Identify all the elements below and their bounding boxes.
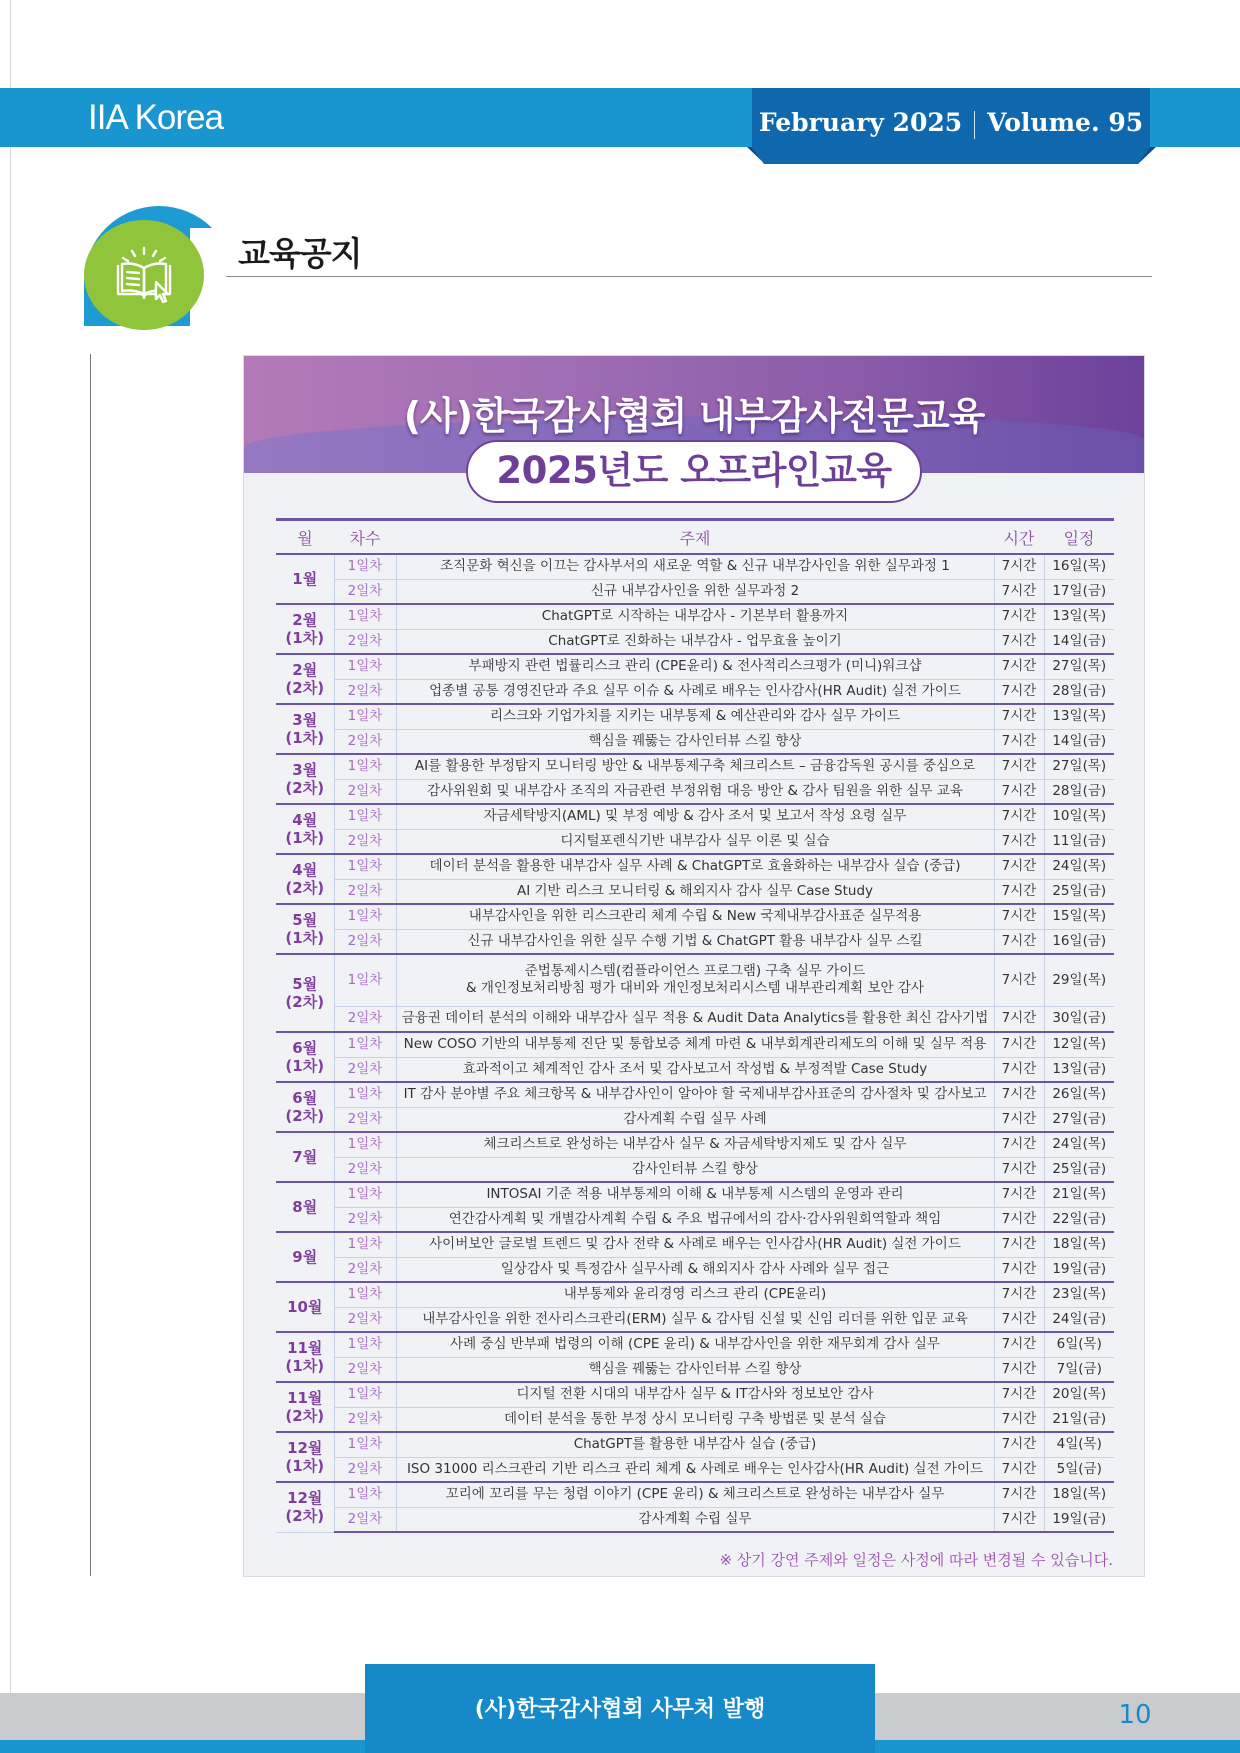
date-cell: 13일(목) [1044,704,1114,729]
date-cell: 25일(금) [1044,879,1114,904]
date-cell: 19일(금) [1044,1507,1114,1532]
session-cell: 2일차 [334,629,396,654]
session-cell: 2일차 [334,779,396,804]
hours-cell: 7시간 [994,1357,1044,1382]
month-cell: 5월 (1차) [276,904,334,954]
hours-cell: 7시간 [994,1382,1044,1407]
session-cell: 1일차 [334,704,396,729]
table-row [276,779,1114,804]
month-cell: 3월 (2차) [276,754,334,804]
session-cell: 2일차 [334,1407,396,1432]
section-icon-badge [84,220,204,330]
hours-cell: 7시간 [994,1457,1044,1482]
session-cell: 1일차 [334,804,396,829]
date-cell: 12일(목) [1044,1032,1114,1057]
topic-cell: New COSO 기반의 내부통제 진단 및 통합보증 체계 마련 & 내부회계관리제도의 이해 및 실무 적용 [396,1032,994,1057]
topic-cell: AI를 활용한 부정탐지 모니터링 방안 & 내부통제구축 체크리스트 – 금융감독원 공시를 중심으로 [396,754,994,779]
session-cell: 1일차 [334,1132,396,1157]
hours-cell: 7시간 [994,1057,1044,1082]
date-cell: 25일(금) [1044,1157,1114,1182]
month-cell: 4월 (2차) [276,854,334,904]
topic-cell: 일상감사 및 특정감사 실무사례 & 해외지사 감사 사례와 실무 접근 [396,1257,994,1282]
page-number: 10 [1118,1700,1152,1730]
table-row [276,1332,1114,1357]
date-cell: 26일(목) [1044,1082,1114,1107]
table-row [276,1257,1114,1282]
month-cell: 12월 (2차) [276,1482,334,1532]
topic-cell: ChatGPT로 시작하는 내부감사 - 기본부터 활용까지 [396,604,994,629]
date-cell: 14일(금) [1044,629,1114,654]
hours-cell: 7시간 [994,1182,1044,1207]
table-row [276,1357,1114,1382]
hours-cell: 7시간 [994,1006,1044,1032]
topic-cell: 조직문화 혁신을 이끄는 감사부서의 새로운 역할 & 신규 내부감사인을 위한 실무과정 1 [396,554,994,579]
date-cell: 28일(금) [1044,779,1114,804]
session-cell: 2일차 [334,879,396,904]
hours-cell: 7시간 [994,1107,1044,1132]
hours-cell: 7시간 [994,1082,1044,1107]
card-subtitle: 2025년도 오프라인교육 [466,440,922,503]
month-cell: 10월 [276,1282,334,1332]
table-row [276,1207,1114,1232]
session-cell: 1일차 [334,604,396,629]
date-cell: 10일(목) [1044,804,1114,829]
schedule-table [276,518,1114,1533]
topic-cell: ISO 31000 리스크관리 기반 리스크 관리 체계 & 사례로 배우는 인사감사(HR Audit) 실전 가이드 [396,1457,994,1482]
session-cell: 2일차 [334,829,396,854]
col-header-month: 월 [276,520,334,555]
col-header-session: 차수 [334,520,396,555]
table-row [276,729,1114,754]
book-icon [112,246,176,304]
session-cell: 2일차 [334,679,396,704]
session-cell: 2일차 [334,1457,396,1482]
hours-cell: 7시간 [994,704,1044,729]
topic-cell: 데이터 분석을 통한 부정 상시 모니터링 구축 방법론 및 분석 실습 [396,1407,994,1432]
date-cell: 7일(금) [1044,1357,1114,1382]
hours-cell: 7시간 [994,1207,1044,1232]
topic-cell: 감사계획 수립 실무 사례 [396,1107,994,1132]
hours-cell: 7시간 [994,554,1044,579]
issue-info [752,108,1150,139]
hours-cell: 7시간 [994,1257,1044,1282]
table-row [276,554,1114,579]
topic-cell: 부패방지 관련 법률리스크 관리 (CPE윤리) & 전사적리스크평가 (미니)워크샵 [396,654,994,679]
date-cell: 23일(목) [1044,1282,1114,1307]
month-cell: 9월 [276,1232,334,1282]
month-cell: 5월 (2차) [276,954,334,1032]
hours-cell: 7시간 [994,854,1044,879]
table-row [276,704,1114,729]
table-row [276,1407,1114,1432]
topic-cell: 연간감사계획 및 개별감사계획 수립 & 주요 법규에서의 감사·감사위원회역할과 책임 [396,1207,994,1232]
table-row [276,804,1114,829]
month-cell: 2월 (2차) [276,654,334,704]
month-cell: 7월 [276,1132,334,1182]
table-row [276,604,1114,629]
date-cell: 6일(목) [1044,1332,1114,1357]
date-cell: 27일(금) [1044,1107,1114,1132]
session-cell: 1일차 [334,554,396,579]
topic-cell: 금융권 데이터 분석의 이해와 내부감사 실무 적용 & Audit Data Analytics를 활용한 최신 감사기법 [396,1006,994,1032]
session-cell: 1일차 [334,1032,396,1057]
month-cell: 11월 (1차) [276,1332,334,1382]
date-cell: 21일(금) [1044,1407,1114,1432]
hours-cell: 7시간 [994,829,1044,854]
topic-cell: INTOSAI 기준 적용 내부통제의 이해 & 내부통제 시스템의 운영과 관리 [396,1182,994,1207]
topic-cell: 감사계획 수립 실무 [396,1507,994,1532]
topic-cell: 자금세탁방지(AML) 및 부정 예방 & 감사 조서 및 보고서 작성 요령 실무 [396,804,994,829]
session-cell: 2일차 [334,1307,396,1332]
date-cell: 19일(금) [1044,1257,1114,1282]
hours-cell: 7시간 [994,879,1044,904]
hours-cell: 7시간 [994,1032,1044,1057]
section-underline [226,276,1152,277]
col-header-topic: 주제 [396,520,994,555]
table-row [276,1507,1114,1532]
session-cell: 1일차 [334,654,396,679]
date-cell: 16일(금) [1044,929,1114,954]
issue-date: February 2025 [758,108,963,137]
topic-cell: 감사인터뷰 스킬 향상 [396,1157,994,1182]
table-row [276,1107,1114,1132]
session-cell: 1일차 [334,954,396,1006]
topic-cell: AI 기반 리스크 모니터링 & 해외지사 감사 실무 Case Study [396,879,994,904]
table-row [276,854,1114,879]
hours-cell: 7시간 [994,1307,1044,1332]
session-cell: 1일차 [334,754,396,779]
session-cell: 1일차 [334,904,396,929]
table-row [276,1082,1114,1107]
session-cell: 2일차 [334,1257,396,1282]
footer-publisher: (사)한국감사협회 사무처 발행 [474,1697,766,1722]
date-cell: 27일(목) [1044,654,1114,679]
table-row [276,879,1114,904]
session-cell: 2일차 [334,579,396,604]
card-title: (사)한국감사협회 내부감사전문교육 [403,394,985,438]
topic-cell: 감사위원회 및 내부감사 조직의 자금관련 부정위험 대응 방안 & 감사 팀원을 위한 실무 교육 [396,779,994,804]
hours-cell: 7시간 [994,679,1044,704]
topic-cell: IT 감사 분야별 주요 체크항목 & 내부감사인이 알아야 할 국제내부감사표준의 감사절차 및 감사보고 [396,1082,994,1107]
hours-cell: 7시간 [994,654,1044,679]
table-row [276,1282,1114,1307]
table-row [276,1132,1114,1157]
table-row [276,754,1114,779]
topic-cell: 사례 중심 반부패 법령의 이해 (CPE 윤리) & 내부감사인을 위한 재무회계 감사 실무 [396,1332,994,1357]
date-cell: 11일(금) [1044,829,1114,854]
table-row [276,1182,1114,1207]
topic-cell: 핵심을 꿰뚫는 감사인터뷰 스킬 향상 [396,729,994,754]
col-header-date: 일정 [1044,520,1114,555]
table-row [276,1432,1114,1457]
col-header-hours: 시간 [994,520,1044,555]
table-row [276,629,1114,654]
date-cell: 13일(목) [1044,604,1114,629]
schedule-card [243,355,1145,1577]
topic-cell: ChatGPT로 진화하는 내부감사 - 업무효율 높이기 [396,629,994,654]
session-cell: 2일차 [334,729,396,754]
month-cell: 6월 (1차) [276,1032,334,1082]
session-cell: 2일차 [334,1157,396,1182]
topic-cell: 내부감사인을 위한 리스크관리 체계 수립 & New 국제내부감사표준 실무적용 [396,904,994,929]
date-cell: 21일(목) [1044,1182,1114,1207]
session-cell: 2일차 [334,1006,396,1032]
table-header-row [276,520,1114,555]
month-cell: 12월 (1차) [276,1432,334,1482]
topic-cell: 리스크와 기업가치를 지키는 내부통제 & 예산관리와 감사 실무 가이드 [396,704,994,729]
topic-cell: 내부통제와 윤리경영 리스크 관리 (CPE윤리) [396,1282,994,1307]
content-vertical-rule [90,354,91,1576]
session-cell: 1일차 [334,1482,396,1507]
hours-cell: 7시간 [994,629,1044,654]
hours-cell: 7시간 [994,1132,1044,1157]
date-cell: 20일(목) [1044,1382,1114,1407]
date-cell: 29일(목) [1044,954,1114,1006]
issue-volume: Volume. 95 [987,108,1144,137]
session-cell: 2일차 [334,1507,396,1532]
schedule-note: ※ 상기 강연 주제와 일정은 사정에 따라 변경될 수 있습니다. [719,1551,1113,1569]
topic-cell: 사이버보안 글로벌 트렌드 및 감사 전략 & 사례로 배우는 인사감사(HR Audit) 실전 가이드 [396,1232,994,1257]
session-cell: 2일차 [334,1107,396,1132]
table-row [276,929,1114,954]
session-cell: 1일차 [334,1232,396,1257]
topic-cell: 업종별 공통 경영진단과 주요 실무 이슈 & 사례로 배우는 인사감사(HR Audit) 실전 가이드 [396,679,994,704]
page-left-rule [10,0,11,1700]
hours-cell: 7시간 [994,804,1044,829]
session-cell: 2일차 [334,929,396,954]
hours-cell: 7시간 [994,904,1044,929]
topic-cell: 데이터 분석을 활용한 내부감사 실무 사례 & ChatGPT로 효율화하는 내부감사 실습 (중급) [396,854,994,879]
date-cell: 16일(목) [1044,554,1114,579]
topic-cell: 디지털 전환 시대의 내부감사 실무 & IT감사와 정보보안 감사 [396,1382,994,1407]
topic-cell: 신규 내부감사인을 위한 실무 수행 기법 & ChatGPT 활용 내부감사 실무 스킬 [396,929,994,954]
session-cell: 1일차 [334,1382,396,1407]
table-row [276,1057,1114,1082]
table-row [276,1482,1114,1507]
date-cell: 27일(목) [1044,754,1114,779]
topic-cell: 내부감사인을 위한 전사리스크관리(ERM) 실무 & 감사팀 신설 및 신임 리더를 위한 입문 교육 [396,1307,994,1332]
table-row [276,654,1114,679]
table-row [276,679,1114,704]
topic-cell: 효과적이고 체계적인 감사 조서 및 감사보고서 작성법 & 부정적발 Case Study [396,1057,994,1082]
table-row [276,1457,1114,1482]
hours-cell: 7시간 [994,1507,1044,1532]
session-cell: 1일차 [334,1082,396,1107]
session-cell: 1일차 [334,1332,396,1357]
issue-separator [974,111,975,139]
session-cell: 2일차 [334,1357,396,1382]
table-row [276,904,1114,929]
hours-cell: 7시간 [994,1332,1044,1357]
topic-cell: 디지털포렌식기반 내부감사 실무 이론 및 실습 [396,829,994,854]
session-cell: 1일차 [334,1282,396,1307]
date-cell: 18일(목) [1044,1482,1114,1507]
topic-cell: ChatGPT를 활용한 내부감사 실습 (중급) [396,1432,994,1457]
month-cell: 6월 (2차) [276,1082,334,1132]
table-row [276,579,1114,604]
date-cell: 30일(금) [1044,1006,1114,1032]
table-row [276,1382,1114,1407]
topic-cell: 핵심을 꿰뚫는 감사인터뷰 스킬 향상 [396,1357,994,1382]
hours-cell: 7시간 [994,954,1044,1006]
session-cell: 2일차 [334,1057,396,1082]
session-cell: 1일차 [334,854,396,879]
date-cell: 14일(금) [1044,729,1114,754]
date-cell: 15일(목) [1044,904,1114,929]
table-row [276,954,1114,1006]
month-cell: 1월 [276,554,334,604]
topic-cell: 신규 내부감사인을 위한 실무과정 2 [396,579,994,604]
table-row [276,1032,1114,1057]
date-cell: 13일(금) [1044,1057,1114,1082]
month-cell: 3월 (1차) [276,704,334,754]
table-row [276,829,1114,854]
hours-cell: 7시간 [994,1482,1044,1507]
session-cell: 2일차 [334,1207,396,1232]
brand-logo-text: IIA Korea [88,98,223,137]
hours-cell: 7시간 [994,1232,1044,1257]
section-title: 교육공지 [238,234,362,273]
hours-cell: 7시간 [994,604,1044,629]
session-cell: 1일차 [334,1182,396,1207]
date-cell: 5일(금) [1044,1457,1114,1482]
topic-cell: 체크리스트로 완성하는 내부감사 실무 & 자금세탁방지제도 및 감사 실무 [396,1132,994,1157]
date-cell: 28일(금) [1044,679,1114,704]
table-row [276,1232,1114,1257]
table-row [276,1307,1114,1332]
date-cell: 17일(금) [1044,579,1114,604]
month-cell: 2월 (1차) [276,604,334,654]
topic-cell: 꼬리에 꼬리를 무는 청렴 이야기 (CPE 윤리) & 체크리스트로 완성하는 내부감사 실무 [396,1482,994,1507]
hours-cell: 7시간 [994,1157,1044,1182]
hours-cell: 7시간 [994,929,1044,954]
table-row [276,1006,1114,1032]
hours-cell: 7시간 [994,1407,1044,1432]
hours-cell: 7시간 [994,579,1044,604]
month-cell: 11월 (2차) [276,1382,334,1432]
date-cell: 22일(금) [1044,1207,1114,1232]
date-cell: 4일(목) [1044,1432,1114,1457]
date-cell: 24일(목) [1044,1132,1114,1157]
table-body [276,554,1114,1532]
month-cell: 4월 (1차) [276,804,334,854]
topic-cell: 준법통제시스템(컴플라이언스 프로그램) 구축 실무 가이드 & 개인정보처리방침 평가 대비와 개인정보처리시스템 내부관리계획 보안 감사 [396,954,994,1006]
session-cell: 1일차 [334,1432,396,1457]
month-cell: 8월 [276,1182,334,1232]
date-cell: 18일(목) [1044,1232,1114,1257]
hours-cell: 7시간 [994,1282,1044,1307]
hours-cell: 7시간 [994,1432,1044,1457]
table-row [276,1157,1114,1182]
hours-cell: 7시간 [994,729,1044,754]
date-cell: 24일(금) [1044,1307,1114,1332]
hours-cell: 7시간 [994,779,1044,804]
hours-cell: 7시간 [994,754,1044,779]
date-cell: 24일(목) [1044,854,1114,879]
